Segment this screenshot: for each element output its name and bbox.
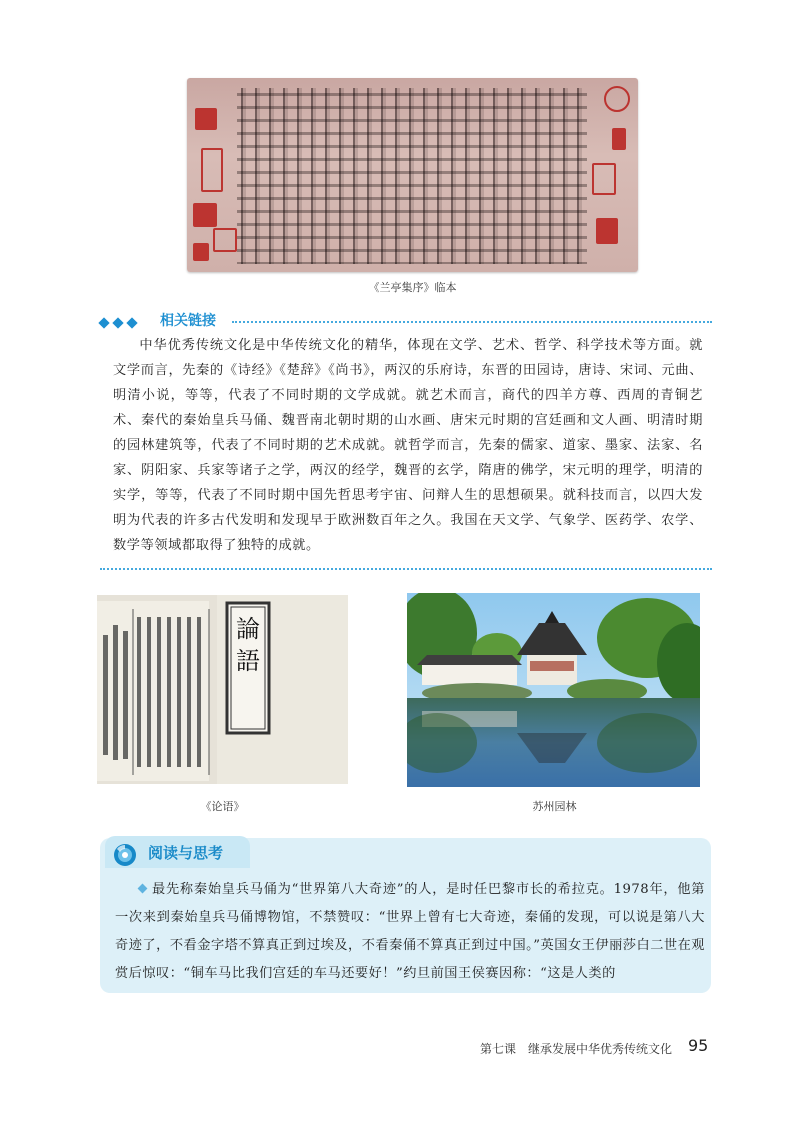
diamond-icon bbox=[98, 317, 109, 328]
footer-lesson-title: 第七课 继承发展中华优秀传统文化 bbox=[480, 1042, 673, 1056]
section-divider bbox=[100, 568, 712, 570]
reading-disc-icon bbox=[113, 843, 137, 867]
reading-title: 阅读与思考 bbox=[148, 844, 224, 862]
suzhou-caption: 苏州园林 bbox=[532, 800, 577, 813]
lanting-calligraphy-image bbox=[187, 78, 638, 272]
suzhou-garden-image bbox=[407, 593, 700, 787]
diamond-icon bbox=[126, 317, 137, 328]
lunyu-cover-char-1: 論 bbox=[236, 615, 260, 643]
page-number: 95 bbox=[688, 1036, 709, 1055]
lanting-caption: 《兰亭集序》临本 bbox=[368, 281, 457, 294]
reading-body bbox=[115, 876, 705, 988]
lunyu-book-image bbox=[97, 595, 348, 784]
diamond-icon bbox=[112, 317, 123, 328]
lunyu-caption: 《论语》 bbox=[200, 800, 245, 813]
related-links-body: 中华优秀传统文化是中华传统文化的精华，体现在文学、艺术、哲学、科学技术等方面。就文学而言，先秦的《诗经》《楚辞》《尚书》，两汉的乐府诗，东晋的田园诗，唐诗、宋词、元曲、明清小说，等等，代表了不同时期的文学成就。就艺术而言，商代的四羊方尊、西周的青铜艺术、秦代的秦始皇兵马俑、魏晋南北朝时期的山水画、唐宋元时期的宫廷画和文人画、明清时期的园林建筑等，代表了不同时期的艺术成就。就哲学而言，先秦的儒家、道家、墨家、法家、名家、阴阳家、兵家等诸子之学，两汉的经学，魏晋的玄学，隋唐的佛学，宋元明的理学，明清的实学，等等，代表了不同时期中国先哲思考宇宙、问辩人生的思想硕果。就科技而言，以四大发明为代表的许多古代发明和发现早于欧洲数百年之久。我国在天文学、气象学、医药学、农学、数学等领域都取得了独特的成就。 bbox=[113, 338, 703, 553]
lunyu-cover-char-2: 語 bbox=[236, 647, 260, 675]
bullet-diamond-icon bbox=[137, 884, 147, 894]
related-links-title: 相关链接 bbox=[160, 313, 216, 329]
related-links-header bbox=[100, 312, 712, 330]
reading-body-text: 最先称秦始皇兵马俑为“世界第八大奇迹”的人，是时任巴黎市长的希拉克。1978年，他第一次来到秦始皇兵马俑博物馆，不禁赞叹：“世界上曾有七大奇迹，秦俑的发现，可以说是第八大奇迹了，不看金字塔不算真正到过埃及，不看秦俑不算真正到过中国。”英国女王伊丽莎白二世在观赏后惊叹：“铜车马比我们宫廷的车马还要好！”约旦前国王侯赛因称：“这是人类的 bbox=[115, 882, 705, 981]
